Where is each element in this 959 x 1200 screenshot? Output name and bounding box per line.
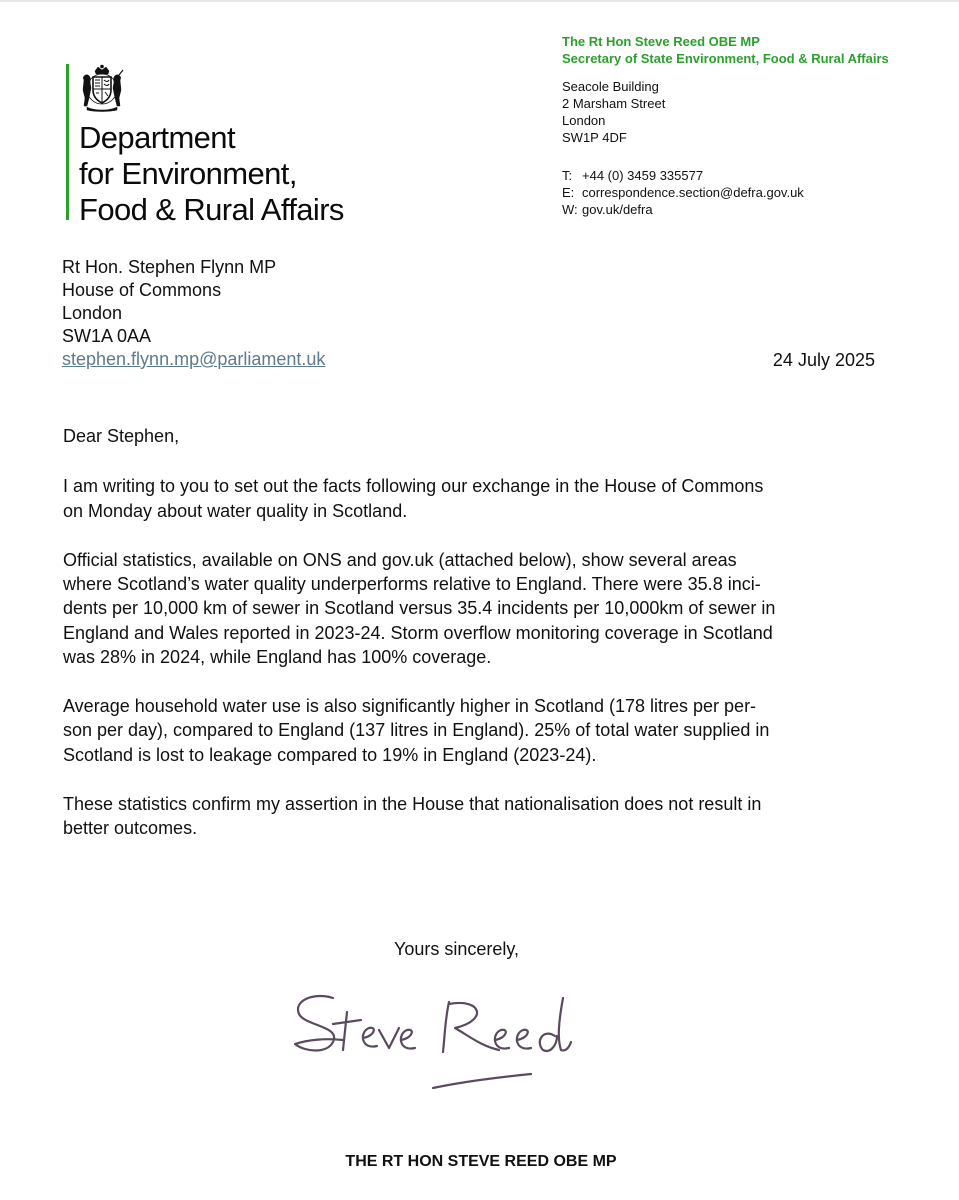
- page-top-rule: [0, 0, 959, 2]
- contact-website: [562, 201, 954, 218]
- paragraph-line: Scotland is lost to leakage compared to 19% in England (2023-24).: [63, 744, 597, 765]
- department-name-line: Food & Rural Affairs: [79, 192, 344, 227]
- paragraph-line: These statistics confirm my assertion in the House that nationalisation does not result in: [63, 793, 762, 814]
- sender-block: [562, 33, 954, 218]
- letter-body: [63, 424, 883, 865]
- recipient-line: House of Commons: [62, 280, 222, 300]
- paragraph: [63, 792, 883, 841]
- recipient-line: London: [62, 303, 123, 323]
- paragraph-line: Official statistics, available on ONS and gov.uk (attached below), show several areas: [63, 549, 737, 570]
- paragraph-line: England and Wales reported in 2023-24. Storm overflow monitoring coverage in Scotland: [63, 622, 773, 643]
- paragraph-line: better outcomes.: [63, 818, 198, 839]
- contact-phone: [562, 167, 954, 184]
- contact-value: correspondence.section@defra.gov.uk: [582, 185, 804, 200]
- paragraph: [63, 548, 883, 670]
- contact-value: +44 (0) 3459 335577: [582, 168, 704, 183]
- paragraph-line: was 28% in 2024, while England has 100% coverage.: [63, 647, 492, 668]
- paragraph-line: where Scotland’s water quality underperforms relative to England. There were 35.8 inci-: [63, 574, 761, 595]
- recipient-address: [62, 256, 325, 371]
- royal-coat-of-arms-icon: [78, 64, 126, 112]
- paragraph-line: son per day), compared to England (137 litres in England). 25% of total water supplied in: [63, 720, 770, 741]
- closing: Yours sincerely,: [394, 939, 520, 959]
- recipient-email-link[interactable]: stephen.flynn.mp@parliament.uk: [62, 349, 326, 369]
- department-name: [79, 120, 399, 228]
- sender-address-line: Seacole Building: [562, 79, 659, 94]
- contact-label: T:: [562, 168, 573, 183]
- sender-name: The Rt Hon Steve Reed OBE MP: [562, 34, 760, 49]
- paragraph: [63, 474, 883, 523]
- signatory-name: THE RT HON STEVE REED OBE MP: [345, 1153, 617, 1170]
- paragraph: [63, 694, 883, 767]
- sender-address-line: 2 Marsham Street: [562, 96, 666, 111]
- sender-title: Secretary of State Environment, Food & Rural Affairs: [562, 51, 889, 66]
- recipient-line: SW1A 0AA: [62, 326, 152, 346]
- contact-value: gov.uk/defra: [582, 202, 653, 217]
- department-name-line: Department: [79, 120, 235, 155]
- department-name-line: for Environment,: [79, 156, 297, 191]
- sender-address-line: London: [562, 113, 606, 128]
- contact-label: W:: [562, 202, 578, 217]
- handwritten-signature: [285, 990, 645, 1100]
- paragraph-line: I am writing to you to set out the facts following our exchange in the House of Commons: [63, 476, 764, 497]
- salutation: Dear Stephen,: [63, 426, 180, 446]
- sender-contact: [562, 167, 954, 218]
- contact-label: E:: [562, 185, 575, 200]
- sender-address: [562, 78, 954, 146]
- recipient-line: Rt Hon. Stephen Flynn MP: [62, 257, 277, 277]
- paragraph-line: on Monday about water quality in Scotland.: [63, 500, 408, 521]
- logo-accent-bar: [66, 64, 69, 220]
- contact-email: [562, 184, 954, 201]
- paragraph-line: dents per 10,000 km of sewer in Scotland versus 35.4 incidents per 10,000km of sewer in: [63, 598, 776, 619]
- sender-address-line: SW1P 4DF: [562, 130, 627, 145]
- letter-date: 24 July 2025: [772, 350, 875, 370]
- paragraph-line: Average household water use is also significantly higher in Scotland (178 litres per per-: [63, 696, 757, 717]
